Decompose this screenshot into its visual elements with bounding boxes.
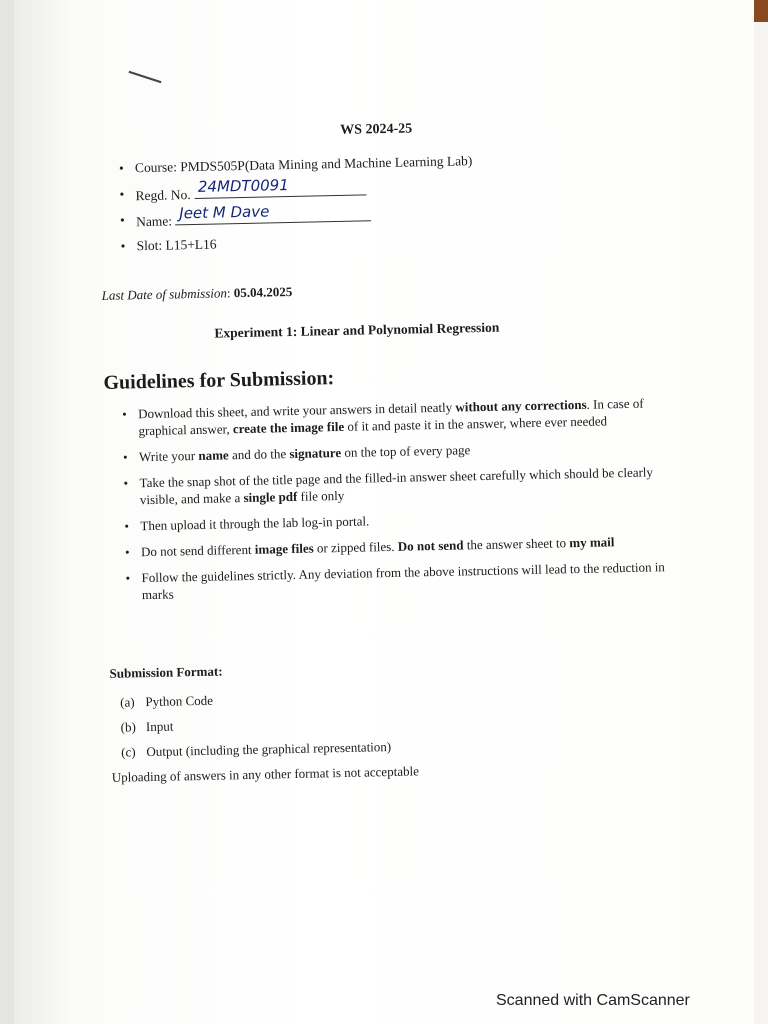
course-details [119, 148, 475, 259]
course-value: PMDS505P(Data Mining and Machine Learning Lab) [180, 153, 473, 175]
experiment-title: Experiment 1: Linear and Polynomial Regression [214, 319, 500, 341]
guideline-item: • Follow the guidelines strictly. Any deviation from the above instructions will lead to the reduction in marks [125, 558, 678, 604]
slot-label: Slot: [136, 237, 166, 254]
submission-date-value: 05.04.2025 [233, 283, 293, 301]
scanner-watermark: Scanned with CamScanner [496, 992, 690, 1009]
guideline-item: • Do not send different image files or zipped files. Do not send the answer sheet to my mail [125, 532, 677, 561]
format-note: Uploading of answers in any other format is not acceptable [111, 763, 420, 785]
submission-date-label: Last Date of submission [101, 285, 228, 303]
guidelines-list [122, 394, 678, 613]
format-item-text: Input [145, 718, 174, 735]
name-value: Jeet M Dave [179, 202, 270, 223]
guideline-item: • Write your name and do the signature on the top of every page [123, 437, 675, 466]
guideline-item: • Download this sheet, and write your answers in detail neatly without any corrections. In case of graphical answer, create the image file of it and paste it in the answer, where ever needed [122, 394, 675, 440]
format-item-label: (a) [119, 694, 135, 710]
term-heading: WS 2024-25 [340, 121, 413, 138]
format-item-text: Output (including the graphical representation) [146, 738, 392, 760]
page-shadow [0, 0, 14, 1024]
format-item-label: (b) [120, 719, 137, 735]
submission-date: Last Date of submission: 05.04.2025 [101, 283, 293, 303]
guideline-item: • Then upload it through the lab log-in portal. [124, 506, 676, 535]
regd-label: Regd. No. [135, 187, 191, 204]
name-label: Name: [135, 213, 173, 230]
slot-value: L15+L16 [165, 236, 217, 253]
format-heading: Submission Format: [109, 663, 223, 681]
course-label: Course: [134, 159, 181, 176]
regd-field [194, 176, 366, 199]
regd-value: 24MDT0091 [197, 176, 289, 196]
format-item-label: (c) [121, 744, 136, 760]
guidelines-heading: Guidelines for Submission: [103, 367, 335, 394]
name-field [175, 202, 371, 225]
format-list [120, 684, 392, 765]
format-item-text: Python Code [145, 692, 214, 710]
guideline-item: • Take the snap shot of the title page and the filled-in answer sheet carefully which should be clearly visible, and make a single pdf file only [123, 463, 676, 509]
